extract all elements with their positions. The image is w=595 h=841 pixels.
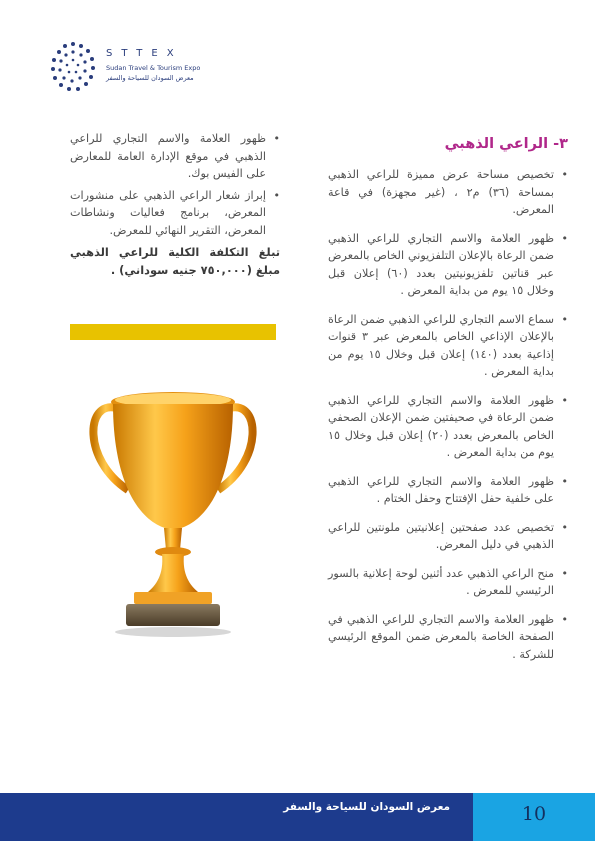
list-item: • ظهور العلامة والاسم التجاري للراعي الذهبي في الصفحة الخاصة بالمعرض ضمن الموقع الرئيسي للشركة . (328, 611, 568, 664)
logo-brand: STTEX (106, 48, 183, 59)
logo-subtitle-ar: معرض السودان للسياحة والسفر (106, 74, 194, 82)
logo (44, 40, 214, 96)
left-column (70, 130, 280, 279)
right-bullet-list (328, 166, 568, 663)
total-cost-text: تبلغ التكلفة الكلية للراعي الذهبي مبلغ (٧٥٠,٠٠٠ جنيه سوداني) . (70, 245, 280, 277)
right-column (328, 130, 568, 674)
section-heading: ٣- الراعي الذهبي (444, 136, 568, 152)
page-footer (0, 793, 595, 841)
list-item: • إبراز شعار الراعي الذهبي على منشورات المعرض، برنامج فعاليات ونشاطات المعرض، التقرير النهائي للمعرض. (70, 187, 280, 240)
list-item: • منح الراعي الذهبي عدد أثنين لوحة إعلانية بالسور الرئيسي للمعرض . (328, 565, 568, 600)
list-item: • تخصيص مساحة عرض مميزة للراعي الذهبي بمساحة (٣٦) م٢ ، (غير مجهزة) في قاعة المعرض. (328, 166, 568, 219)
list-item: • ظهور العلامة والاسم التجاري للراعي الذهبي في موقع الإدارة العامة للمعارض على الفيس بوك. (70, 130, 280, 183)
footer-title: معرض السودان للسياحة والسفر (283, 801, 450, 813)
logo-dots-icon (44, 40, 102, 96)
yellow-divider-bar (70, 324, 276, 340)
left-bullet-list (70, 130, 280, 239)
logo-subtitle-en: Sudan Travel & Tourism Expo (106, 64, 201, 72)
list-item: • ظهور العلامة والاسم التجاري للراعي الذهبي على خلفية حفل الإفتتاح وحفل الختام . (328, 473, 568, 508)
list-item: • تخصيص عدد صفحتين إعلانيتين ملونتين للراعي الذهبي في دليل المعرض. (328, 519, 568, 554)
list-item: • ظهور العلامة والاسم التجاري للراعي الذهبي ضمن الرعاة في صحيفتين ضمن الإعلان الصحفي الخاص بالمعرض بعدد (٢٠) إعلان قبل وخلال ١٥ يوم من بداية المعرض . (328, 392, 568, 462)
trophy-icon (78, 350, 268, 664)
page-number: 10 (521, 803, 547, 825)
list-item: • سماع الاسم التجاري للراعي الذهبي ضمن الرعاة بالإعلان الإذاعي الخاص بالمعرض عبر ٣ قنوات إذاعية بعدد (١٤٠) إعلان قبل وخلال ١٥ يوم من بداية المعرض . (328, 311, 568, 381)
list-item: • ظهور العلامة والاسم التجاري للراعي الذهبي ضمن الرعاة بالإعلان التلفزيوني الخاص بالمعرض عبر قناتين تلفزيونيتين بعدد (٦٠) إعلان قبل وخلال ١٥ يوم من بداية المعرض . (328, 230, 568, 300)
